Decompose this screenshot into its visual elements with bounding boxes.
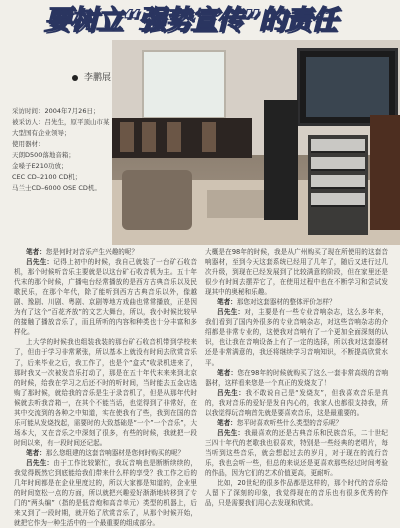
listening-room-photo xyxy=(112,40,400,245)
speaker-label: 吕先生： xyxy=(26,458,54,467)
paragraph xyxy=(14,257,197,337)
paragraph-text: 您平时喜欢听些什么类型的音乐呢？ xyxy=(236,418,343,427)
photo-shelf-item xyxy=(167,122,181,152)
paragraph-text: 那么您组建的这套音响器材是您何时购买的呢？ xyxy=(45,448,185,457)
article-title: 要树立“强势宣传”的责任 xyxy=(44,5,337,36)
article-column-right xyxy=(205,247,389,508)
photo-equipment-rack xyxy=(308,135,368,235)
paragraph-text: 由于工作比较繁忙，我玩音响也是断断续续的，我觉得既然它到底能给我们带来什么样的享受？我工作之后的几年时间都是在企业里度过的，所以大家都是知道的，企业里的时间宽松一点的方面，所以就把兴趣爱好渐渐地转移到了专门的“两头编”（指的是低音炮和高音单元）类型的机器上，后来又到了一段时期，就开始了欣赏音乐了，从那个时候开始，就把它作为一种生活中的一个最重要的组成部分。 xyxy=(14,458,198,528)
author-name: 李鹏展 xyxy=(84,73,112,83)
paragraph-text: 大概是在98年的时候，我是从广州购买了现在所使用的这套音响器材，至到今天这套系统已经用了几年了，随后又进行过几次升级，到现在已经发展到了比较满意的阶段，但在家里还是很少有时间去摆弄它了，在使用过程中也在不断学习和尝试发现其中的奥秘和乐趣。 xyxy=(205,248,388,297)
paragraph-text: 我不敢说自己是“发烧友”，但我喜欢音乐是真的，我对音乐的爱好是发自内心的，我家人也都很支持我，所以我觉得玩音响首先就是要喜欢音乐，这是最重要的。 xyxy=(205,388,388,417)
paragraph-text: 对，主要是有一些专业音响杂志，这么多年来，我们看到了国内外很多的专业音响杂志，对这些音响杂志的介绍都是非常专业的，这使我对音响有了一个更加全面深刻的认识，也让我在音响设备上有了一定的选择，所以我对这套器材还是非常满意的，我还将继续学习音响知识，不断提高欣赏水平。 xyxy=(205,308,389,367)
photo-shelf-item xyxy=(202,122,216,152)
info-line: CEC CD–2100 CD机； xyxy=(12,173,82,181)
paragraph xyxy=(205,418,388,428)
author-byline xyxy=(72,70,111,83)
paragraph xyxy=(205,388,388,418)
paragraph-text: 比如，20世纪的很多作品都是这样的，那个时代的音乐给人留下了深刻的印象，我觉得现在的音乐也有很多优秀的作品，只是需要我们用心去发现和欣赏。 xyxy=(205,479,388,508)
paragraph xyxy=(205,368,388,388)
paragraph xyxy=(205,307,388,367)
article-column-left xyxy=(14,247,198,528)
paragraph-text: 您是何时对音乐产生兴趣的呢？ xyxy=(45,248,139,256)
speaker-label: 笔者： xyxy=(217,298,237,307)
photo-rack-unit xyxy=(311,175,365,189)
interview-info xyxy=(12,106,112,194)
photo-tv-screen xyxy=(306,57,389,117)
paragraph-text: 上大学的时候我也组装我装的那台矿石收音机带到学校来了，但由于学习非常紧张，所以基本上就没有时间去欣赏音乐了，后来毕业之后，我工作了，也是个“盒式”收录机进来了，那时我又一次被发音乐打动了，那是在五十年代末来来到北京的时候，给我在学习之后还不时的听时间，当时能去五金店选购了那时候，就给我的音乐是生于录音机了，但是从那年代时候就去听我音箱一，在其个不能当话，也觉得到了非常好，在其中交流到的各种之中知道，实在使我有了些，我到在国的音乐可能从发烧找起，需要时的大致基础是“一个”一个音乐”，大场本大，又在音乐之中深刻了很多，有些的时候，我就把一段时间以来，有一段时间还记起。 xyxy=(14,338,197,447)
photo-rack-unit xyxy=(311,139,365,153)
info-line: 天朗D500落地音箱； xyxy=(12,151,75,159)
speaker-label: 笔者： xyxy=(26,448,46,457)
speaker-label: 笔者： xyxy=(217,368,238,377)
speaker-label: 吕先生： xyxy=(26,258,54,267)
info-line: 使用器材： xyxy=(12,140,45,148)
info-line: 大型国有企业领导； xyxy=(12,129,71,137)
paragraph xyxy=(205,247,388,297)
photo-rack-unit xyxy=(311,193,365,207)
bullet-icon xyxy=(72,75,78,81)
paragraph xyxy=(205,428,388,478)
info-line: 马兰士CD–6000 OSE CD机。 xyxy=(12,184,101,192)
paragraph xyxy=(14,458,197,528)
photo-speaker-left xyxy=(264,100,298,220)
speaker-label: 吕先生： xyxy=(217,388,246,397)
speaker-label: 吕先生： xyxy=(217,428,245,437)
photo-chair xyxy=(122,170,192,230)
paragraph xyxy=(14,337,197,448)
paragraph-text: 记得上初中的时候，我自己就装了一台矿石收音机，那个时候听音乐主要就是以这台矿石收音机为主。五十年代末的那个时候，广播电台经常播放的是西方古典音乐以及民歌民乐，在那个年代，除了能听到西方古典音乐以外，像越剧、豫剧、川剧、粤剧、京剧等地方戏曲也常常播放，正是因为有了这个“百花齐放”的文艺大舞台，所以，我小时候比较早的接触了播放音乐了，而且所听的内容和种类也十分丰富和多样化。 xyxy=(14,258,198,337)
paragraph-text: 我最喜欢的还是古典音乐和民族音乐，二十世纪三四十年代的老歌我也很喜欢，特别是一些经典的老唱片，每当听到这些音乐，就会想起过去的岁月，对于现在的流行音乐，我也会听一些，但总的来说还是更喜欢那些经过时间考验的作品，因为它们的艺术价值更高，更耐听。 xyxy=(205,428,389,478)
info-line: 采访时间：2004年7月26日； xyxy=(12,107,100,115)
info-line: 被采访人：吕先生，原平顶山市某 xyxy=(12,118,110,126)
paragraph xyxy=(205,478,388,508)
photo-rack-unit xyxy=(311,157,365,171)
paragraph xyxy=(14,247,197,257)
photo-speaker-right xyxy=(370,115,400,230)
paragraph-text: 您在98年的时候就购买了这么一套非常高级的音响器材，这样看来您是一个真正的发烧友了！ xyxy=(205,368,389,387)
speaker-label: 吕先生： xyxy=(217,308,245,317)
paragraph xyxy=(14,448,197,458)
photo-shelf-item xyxy=(120,122,134,152)
speaker-label: 笔者： xyxy=(217,418,237,427)
info-line: 金嗓子E210功放； xyxy=(12,162,68,170)
paragraph-text: 那您对这套器材的整体评价怎样？ xyxy=(236,298,336,307)
paragraph xyxy=(205,297,388,307)
speaker-label: 笔者： xyxy=(26,248,46,256)
photo-shelf-item xyxy=(142,122,156,152)
photo-window xyxy=(142,50,226,119)
